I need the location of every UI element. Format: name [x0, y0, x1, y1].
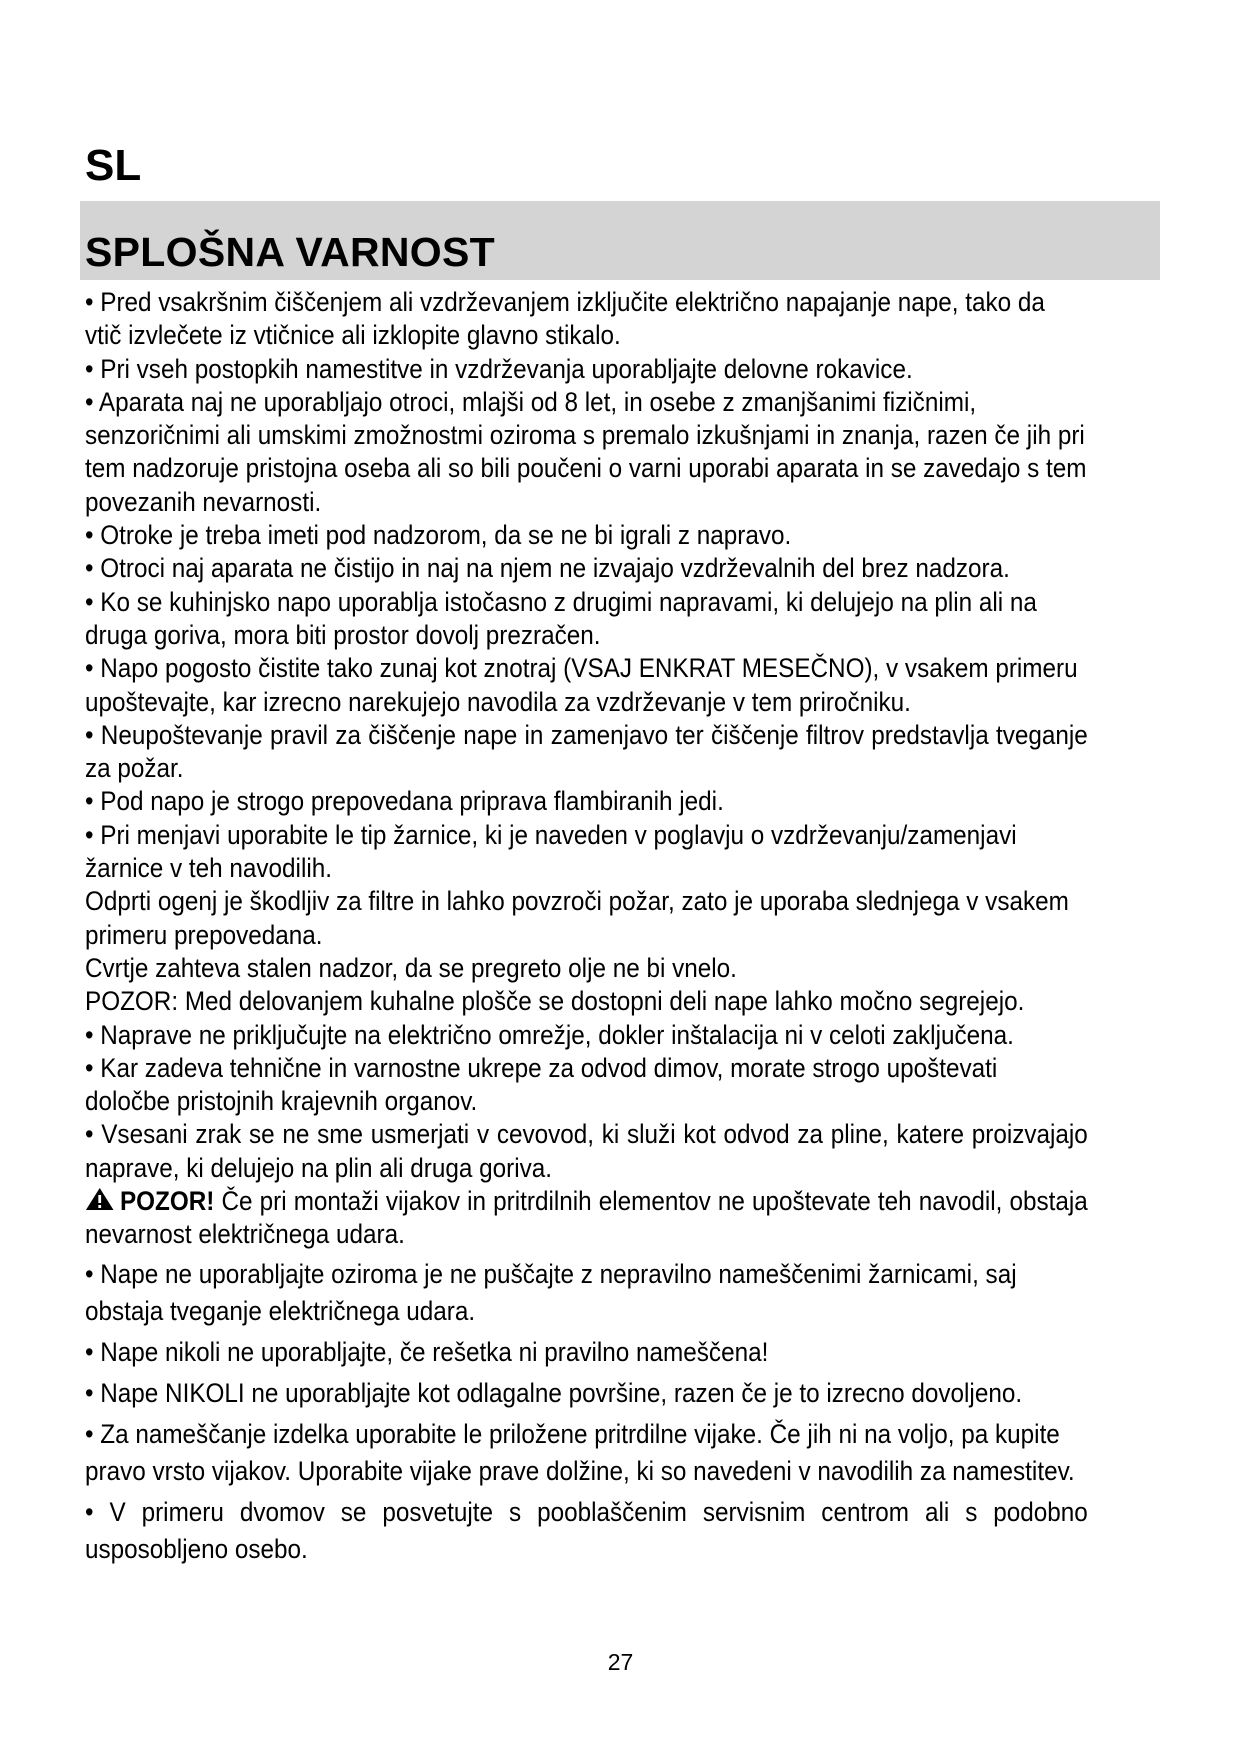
warning-triangle-icon	[85, 1187, 114, 1211]
paragraph: • Pri menjavi uporabite le tip žarnice, ki je naveden v poglavju o vzdrževanju/zamenjavi žarnice v teh navodilih.	[85, 819, 1017, 884]
paragraph: • Aparata naj ne uporabljajo otroci, mlajši od 8 let, in osebe z zmanjšanimi fizičnimi, senzoričnimi ali umskimi zmožnostmi oziroma s premalo izkušnjami in znanja, razen če jih pri tem nadzoruje pristojna oseba ali so bili poučeni o varni uporabi aparata in se zavedajo s tem povezanih nevarnosti.	[85, 386, 1087, 517]
paragraph: • Nape nikoli ne uporabljajte, če rešetka ni pravilno nameščena!	[85, 1336, 769, 1367]
paragraph: • Nape NIKOLI ne uporabljajte kot odlagalne površine, razen če je to izrecno dovoljeno.	[85, 1377, 1023, 1408]
paragraph: • Neupoštevanje pravil za čiščenje nape in zamenjavo ter čiščenje filtrov predstavlja tveganje za požar.	[85, 719, 1088, 784]
warning-label: POZOR!	[119, 1186, 215, 1217]
paragraph: • Ko se kuhinjsko napo uporablja istočasno z drugimi napravami, ki delujejo na plin ali na druga goriva, mora biti prostor dovolj prezračen.	[85, 586, 1037, 650]
paragraph: • Napo pogosto čistite tako zunaj kot znotraj (VSAJ ENKRAT MESEČNO), v vsakem primeru upoštevajte, kar izrecno narekujejo navodila za vzdrževanje v tem priročniku.	[85, 653, 1078, 717]
paragraph: • Vsesani zrak se ne sme usmerjati v cevovod, ki služi kot odvod za pline, katere proizvajajo naprave, ki delujejo na plin ali druga goriva.	[85, 1119, 1088, 1183]
paragraph: • Otroke je treba imeti pod nadzorom, da se ne bi igrali z napravo.	[85, 520, 792, 551]
paragraph: • Pred vsakršnim čiščenjem ali vzdrževanjem izključite električno napajanje nape, tako da vtič izvlečete iz vtičnice ali izklopite glavno stikalo.	[85, 287, 1045, 351]
paragraph: • Naprave ne priključujte na električno omrežje, dokler inštalacija ni v celoti zaključena.	[85, 1019, 1014, 1050]
paragraph: • Pri vseh postopkih namestitve in vzdrževanja uporabljajte delovne rokavice.	[85, 353, 913, 384]
warning-text: Če pri montaži vijakov in pritrdilnih elementov ne upoštevate teh navodil, obstaja nevarnost električnega udara.	[85, 1186, 1088, 1250]
language-code: SL	[85, 141, 142, 190]
page-number: 27	[607, 1649, 634, 1675]
paragraph: • Otroci naj aparata ne čistijo in naj na njem ne izvajajo vzdrževalnih del brez nadzora.	[85, 553, 1010, 584]
paragraph: • Nape ne uporabljajte oziroma je ne puščajte z nepravilno nameščenimi žarnicami, saj obstaja tveganje električnega udara.	[85, 1258, 1017, 1326]
paragraph: POZOR: Med delovanjem kuhalne plošče se dostopni deli nape lahko močno segrejejo.	[85, 986, 1025, 1017]
paragraph: Odprti ogenj je škodljiv za filtre in lahko povzroči požar, zato je uporaba slednjega v vsakem primeru prepovedana.	[85, 886, 1069, 950]
section-title: SPLOŠNA VARNOST	[85, 229, 495, 275]
paragraph: Cvrtje zahteva stalen nadzor, da se pregreto olje ne bi vnelo.	[85, 952, 737, 983]
paragraph: • Kar zadeva tehnične in varnostne ukrepe za odvod dimov, morate strogo upoštevati določbe pristojnih krajevnih organov.	[85, 1052, 998, 1117]
paragraph: • V primeru dvomov se posvetujte s pooblaščenim servisnim centrom ali s podobno usposobljeno osebo.	[85, 1496, 1088, 1564]
paragraph: • Za nameščanje izdelka uporabite le priložene pritrdilne vijake. Če jih ni na voljo, pa kupite pravo vrsto vijakov. Uporabite vijake prave dolžine, ki so navedeni v navodilih za namestitev.	[85, 1418, 1075, 1486]
warning-paragraph	[85, 1185, 1088, 1252]
paragraph: • Pod napo je strogo prepovedana priprava flambiranih jedi.	[85, 786, 724, 817]
safety-instructions	[85, 286, 1088, 1568]
